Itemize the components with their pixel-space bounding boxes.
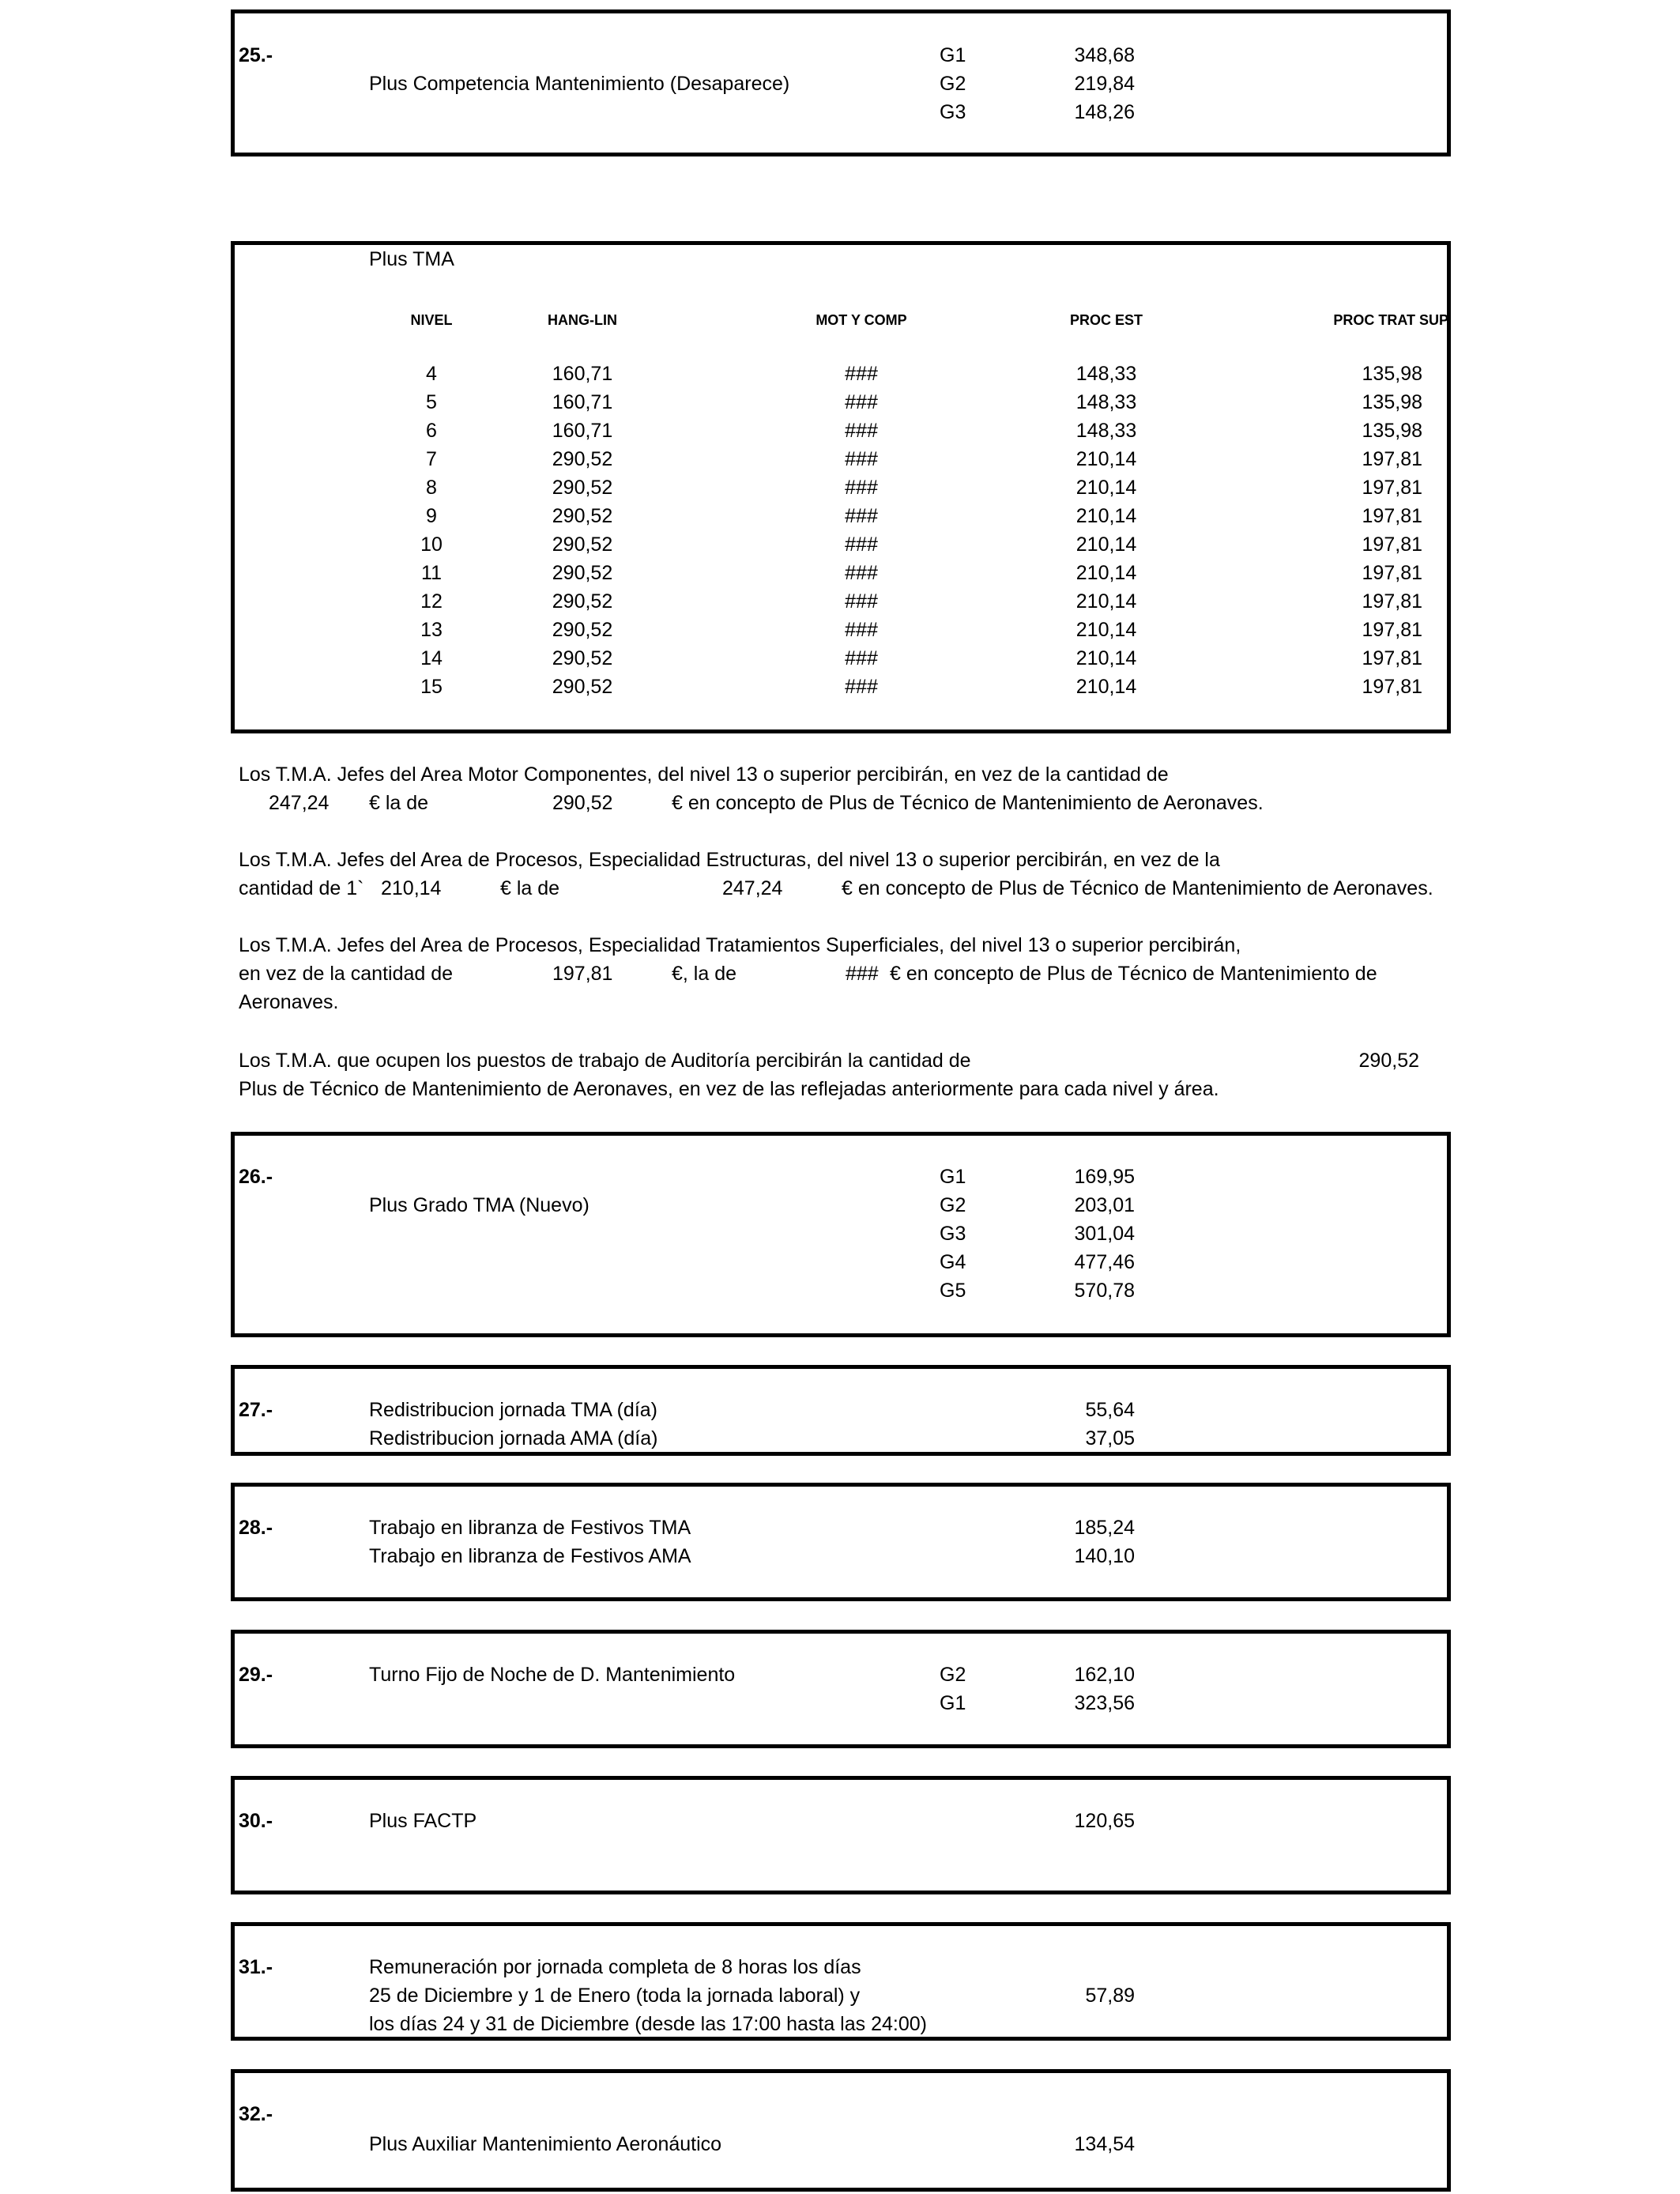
note-2-text-c: € la de: [500, 877, 560, 899]
tma-cell-proc-est: 148,33: [1075, 363, 1137, 385]
tma-header-proc-trat-sup: PROC TRAT SUP: [1333, 312, 1448, 328]
section-26-value-2: 203,01: [1074, 1194, 1135, 1216]
tma-cell-mot-y-comp: ###: [845, 533, 878, 556]
tma-cell-proc-est: 148,33: [1075, 391, 1137, 413]
section-30-number: 30.-: [239, 1810, 273, 1832]
tma-cell-hang-lin: 290,52: [552, 505, 613, 527]
tma-cell-mot-y-comp: ###: [845, 363, 878, 385]
section-29-box: [231, 1630, 1451, 1748]
tma-cell-nivel: 11: [421, 562, 442, 584]
section-29-grade-1: G2: [940, 1664, 966, 1686]
section-29-number: 29.-: [239, 1664, 273, 1686]
note-2-line-1: Los T.M.A. Jefes del Area de Procesos, Especialidad Estructuras, del nivel 13 o superior percibirán, en vez de la: [239, 849, 1220, 871]
section-27-value-2: 37,05: [1085, 1427, 1135, 1449]
note-2-text-e: € en concepto de Plus de Técnico de Mantenimiento de Aeronaves.: [842, 877, 1433, 899]
tma-cell-proc-trat-sup: 197,81: [1362, 533, 1422, 556]
tma-cell-hang-lin: 290,52: [552, 448, 613, 470]
tma-header-nivel: NIVEL: [410, 312, 453, 328]
tma-cell-nivel: 9: [426, 505, 437, 527]
tma-cell-proc-est: 148,33: [1075, 420, 1137, 442]
tma-cell-proc-est: 210,14: [1075, 619, 1137, 641]
section-26-number: 26.-: [239, 1166, 273, 1188]
tma-cell-proc-trat-sup: 197,81: [1362, 590, 1422, 613]
tma-cell-hang-lin: 290,52: [552, 477, 613, 499]
section-27-value-1: 55,64: [1085, 1399, 1135, 1421]
note-1-text-d: € en concepto de Plus de Técnico de Mantenimiento de Aeronaves.: [672, 792, 1264, 814]
tma-cell-proc-est: 210,14: [1075, 477, 1137, 499]
note-1-amount-c: 290,52: [552, 792, 613, 814]
tma-cell-proc-est: 210,14: [1075, 505, 1137, 527]
tma-cell-proc-est: 210,14: [1075, 448, 1137, 470]
section-28-label-1: Trabajo en libranza de Festivos TMA: [369, 1517, 691, 1539]
tma-cell-proc-trat-sup: 197,81: [1362, 477, 1422, 499]
section-31-line-2: 25 de Diciembre y 1 de Enero (toda la jornada laboral) y: [369, 1985, 861, 2007]
tma-cell-nivel: 15: [420, 676, 443, 698]
tma-cell-mot-y-comp: ###: [845, 619, 878, 641]
tma-cell-mot-y-comp: ###: [845, 562, 878, 584]
section-28-box: [231, 1483, 1451, 1601]
section-32-value: 134,54: [1074, 2133, 1135, 2155]
tma-cell-hang-lin: 290,52: [552, 533, 613, 556]
tma-cell-hang-lin: 290,52: [552, 590, 613, 613]
tma-cell-mot-y-comp: ###: [845, 448, 878, 470]
section-29-label: Turno Fijo de Noche de D. Mantenimiento: [369, 1664, 736, 1686]
tma-cell-mot-y-comp: ###: [845, 647, 878, 669]
section-25-grade-1: G1: [940, 44, 966, 66]
section-31-number: 31.-: [239, 1956, 273, 1978]
note-3-text-c: €, la de: [672, 963, 737, 985]
tma-cell-proc-est: 210,14: [1075, 590, 1137, 613]
section-31-line-3: los días 24 y 31 de Diciembre (desde las 17:00 hasta las 24:00): [369, 2013, 927, 2035]
note-3-line-3: Aeronaves.: [239, 991, 339, 1013]
section-27-number: 27.-: [239, 1399, 273, 1421]
section-26-value-5: 570,78: [1074, 1280, 1135, 1302]
section-25-value-1: 348,68: [1074, 44, 1135, 66]
tma-cell-hang-lin: 160,71: [552, 391, 613, 413]
section-32-box: [231, 2069, 1451, 2192]
note-4-line-2: Plus de Técnico de Mantenimiento de Aeronaves, en vez de las reflejadas anteriormente para cada nivel y área.: [239, 1078, 1219, 1100]
section-30-box: [231, 1776, 1451, 1894]
section-26-box: [231, 1132, 1451, 1337]
tma-cell-proc-est: 210,14: [1075, 533, 1137, 556]
tma-cell-hang-lin: 290,52: [552, 647, 613, 669]
section-29-value-1: 162,10: [1074, 1664, 1135, 1686]
note-4-line-1: Los T.M.A. que ocupen los puestos de trabajo de Auditoría percibirán la cantidad de: [239, 1050, 971, 1072]
section-31-value: 57,89: [1085, 1985, 1135, 2007]
tma-cell-nivel: 5: [426, 391, 437, 413]
note-3-line-1: Los T.M.A. Jefes del Area de Procesos, Especialidad Tratamientos Superficiales, del nivel 13 o superior percibirán,: [239, 934, 1241, 956]
section-30-label: Plus FACTP: [369, 1810, 477, 1832]
section-26-value-3: 301,04: [1074, 1223, 1135, 1245]
tma-cell-nivel: 14: [420, 647, 443, 669]
section-31-line-1: Remuneración por jornada completa de 8 horas los días: [369, 1956, 861, 1978]
section-26-value-1: 169,95: [1074, 1166, 1135, 1188]
section-25-grade-2: G2: [940, 73, 966, 95]
tma-cell-proc-trat-sup: 135,98: [1362, 391, 1422, 413]
tma-cell-proc-trat-sup: 197,81: [1362, 505, 1422, 527]
note-1-text-b: € la de: [369, 792, 429, 814]
tma-cell-proc-trat-sup: 197,81: [1362, 619, 1422, 641]
tma-cell-mot-y-comp: ###: [845, 505, 878, 527]
plus-tma-title: Plus TMA: [369, 248, 454, 270]
section-26-label: Plus Grado TMA (Nuevo): [369, 1194, 590, 1216]
section-26-grade-1: G1: [940, 1166, 966, 1188]
tma-cell-proc-trat-sup: 135,98: [1362, 363, 1422, 385]
note-3-amount-b: 197,81: [552, 963, 613, 985]
tma-cell-hang-lin: 290,52: [552, 619, 613, 641]
section-26-grade-2: G2: [940, 1194, 966, 1216]
tma-cell-hang-lin: 290,52: [552, 562, 613, 584]
section-25-label: Plus Competencia Mantenimiento (Desaparece): [369, 73, 790, 95]
section-28-label-2: Trabajo en libranza de Festivos AMA: [369, 1545, 691, 1567]
tma-cell-nivel: 12: [420, 590, 443, 613]
tma-cell-proc-trat-sup: 197,81: [1362, 562, 1422, 584]
tma-cell-nivel: 7: [426, 448, 437, 470]
tma-header-hang-lin: HANG-LIN: [548, 312, 617, 328]
tma-cell-mot-y-comp: ###: [845, 676, 878, 698]
tma-cell-mot-y-comp: ###: [845, 590, 878, 613]
section-32-number: 32.-: [239, 2103, 273, 2125]
tma-header-mot-y-comp: MOT Y COMP: [816, 312, 907, 328]
tma-cell-proc-trat-sup: 197,81: [1362, 647, 1422, 669]
tma-cell-proc-trat-sup: 135,98: [1362, 420, 1422, 442]
tma-cell-proc-trat-sup: 197,81: [1362, 448, 1422, 470]
section-25-grade-3: G3: [940, 101, 966, 123]
section-32-label: Plus Auxiliar Mantenimiento Aeronáutico: [369, 2133, 722, 2155]
tma-cell-hang-lin: 160,71: [552, 420, 613, 442]
section-26-value-4: 477,46: [1074, 1251, 1135, 1273]
tma-cell-nivel: 13: [420, 619, 443, 641]
tma-cell-nivel: 6: [426, 420, 437, 442]
section-25-value-3: 148,26: [1074, 101, 1135, 123]
section-26-grade-4: G4: [940, 1251, 966, 1273]
section-25-value-2: 219,84: [1074, 73, 1135, 95]
note-2-amount-d: 247,24: [722, 877, 783, 899]
note-4-value: 290,52: [1358, 1050, 1419, 1072]
tma-header-proc-est: PROC EST: [1069, 312, 1143, 328]
section-28-number: 28.-: [239, 1517, 273, 1539]
note-1-amount-a: 247,24: [269, 792, 330, 814]
tma-cell-nivel: 10: [420, 533, 443, 556]
tma-cell-nivel: 8: [426, 477, 437, 499]
section-28-value-2: 140,10: [1074, 1545, 1135, 1567]
tma-cell-proc-est: 210,14: [1075, 562, 1137, 584]
section-26-grade-3: G3: [940, 1223, 966, 1245]
note-3-amount-d: ###: [846, 963, 879, 985]
tma-cell-mot-y-comp: ###: [845, 391, 878, 413]
section-29-value-2: 323,56: [1074, 1692, 1135, 1714]
tma-cell-proc-est: 210,14: [1075, 676, 1137, 698]
note-3-text-a: en vez de la cantidad de: [239, 963, 454, 985]
note-2-text-a: cantidad de 1`: [239, 877, 364, 899]
section-27-label-2: Redistribucion jornada AMA (día): [369, 1427, 658, 1449]
section-28-value-1: 185,24: [1074, 1517, 1135, 1539]
tma-cell-hang-lin: 290,52: [552, 676, 613, 698]
tma-cell-nivel: 4: [426, 363, 437, 385]
section-30-value: 120,65: [1074, 1810, 1135, 1832]
tma-cell-mot-y-comp: ###: [845, 420, 878, 442]
note-3-text-e: € en concepto de Plus de Técnico de Mantenimiento de: [890, 963, 1377, 985]
section-27-label-1: Redistribucion jornada TMA (día): [369, 1399, 657, 1421]
tma-cell-hang-lin: 160,71: [552, 363, 613, 385]
section-29-grade-2: G1: [940, 1692, 966, 1714]
section-26-grade-5: G5: [940, 1280, 966, 1302]
section-25-number: 25.-: [239, 44, 273, 66]
tma-cell-proc-est: 210,14: [1075, 647, 1137, 669]
note-1-line-1: Los T.M.A. Jefes del Area Motor Componentes, del nivel 13 o superior percibirán, en vez de la cantidad de: [239, 763, 1169, 786]
tma-cell-proc-trat-sup: 197,81: [1362, 676, 1422, 698]
tma-cell-mot-y-comp: ###: [845, 477, 878, 499]
note-2-amount-b: 210,14: [381, 877, 442, 899]
